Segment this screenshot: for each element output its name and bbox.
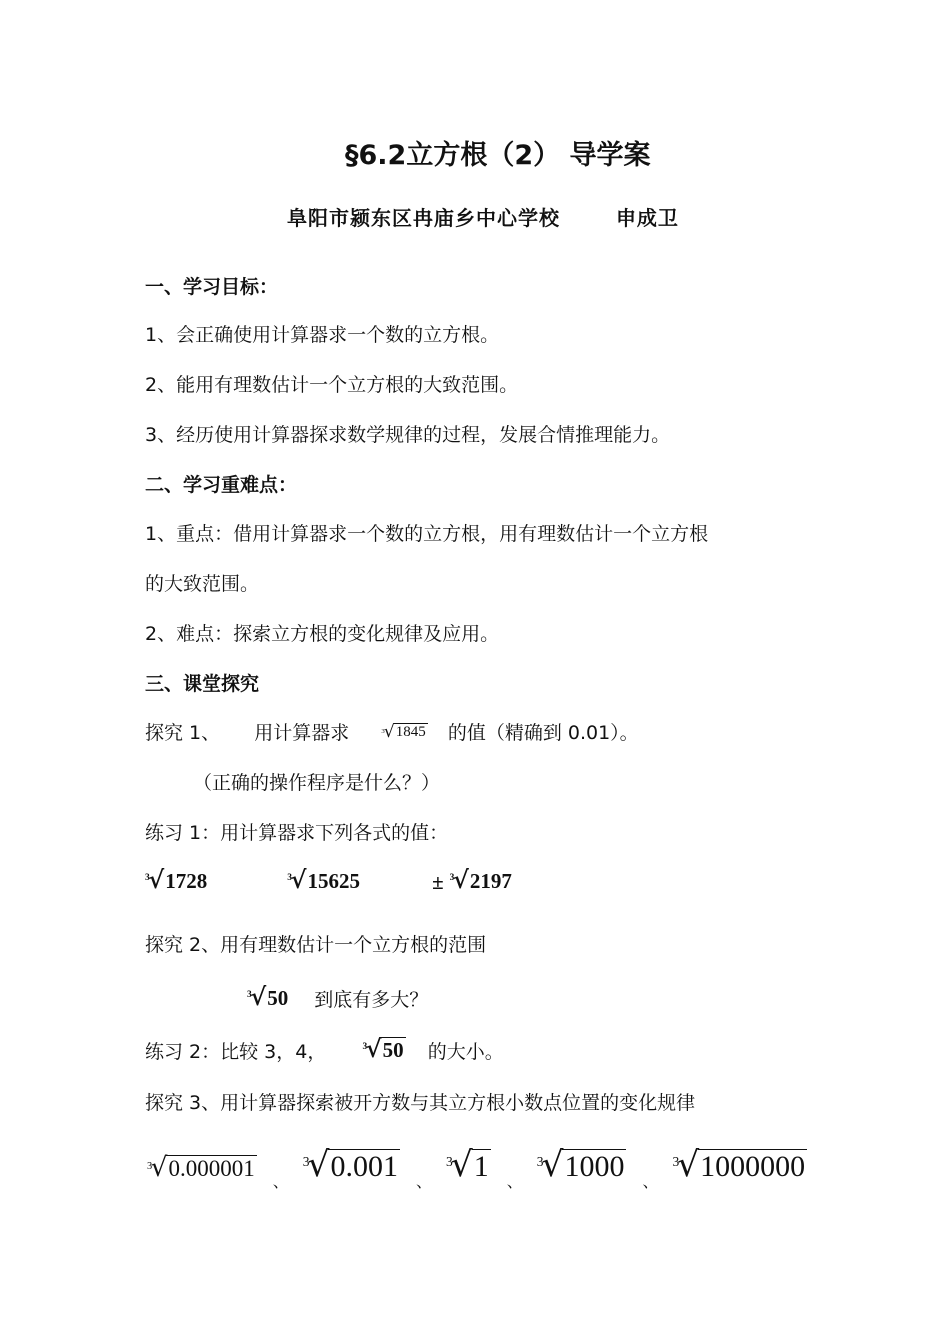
cube-root-1728: 3 √ 1728	[145, 865, 208, 894]
practice1-items	[145, 865, 514, 895]
cube-root-1845: 3 √ 1845	[381, 721, 426, 742]
explore3-items	[147, 1145, 807, 1191]
plus-minus-sign: ±	[432, 870, 444, 895]
page-title: §6.2立方根（2） 导学案	[345, 140, 651, 171]
practice2-prefix: 练习 2：比较 3，4，	[145, 1041, 327, 1064]
explore1-line	[145, 718, 639, 745]
practice1-text: 练习 1：用计算器求下列各式的值：	[145, 822, 449, 844]
explore1-text: 用计算器求	[254, 722, 350, 744]
explore1-suffix: 的值（精确到 0.01）。	[447, 722, 639, 744]
cube-root-50-compare: 3 √ 50	[362, 1034, 404, 1063]
explore1-prefix: 探究 1、	[145, 722, 221, 744]
key-heading: 二、学习重难点：	[145, 474, 298, 496]
separator: 、	[506, 1171, 523, 1191]
cube-root-0-000001: 3 √ 0.000001	[147, 1152, 255, 1184]
cube-root-2197: 3 √ 2197	[449, 865, 512, 894]
explore1-hint: （正确的操作程序是什么？）	[193, 772, 441, 794]
goal-item: 2、能用有理数估计一个立方根的大致范围。	[145, 374, 519, 396]
explore2-text: 探究 2、用有理数估计一个立方根的范围	[145, 934, 487, 956]
goal-item: 1、会正确使用计算器求一个数的立方根。	[145, 324, 500, 346]
goals-heading: 一、学习目标：	[145, 276, 279, 298]
practice2-line	[145, 1034, 504, 1064]
key-point-line1: 1、重点：借用计算器求一个数的立方根，用有理数估计一个立方根	[145, 523, 709, 545]
explore-heading: 三、课堂探究	[145, 673, 260, 695]
cube-root-0-001: 3 √ 0.001	[302, 1145, 398, 1185]
practice2-suffix: 的大小。	[427, 1041, 504, 1064]
separator: 、	[415, 1171, 432, 1191]
separator: 、	[642, 1171, 659, 1191]
separator: 、	[272, 1171, 289, 1191]
cube-root-50: 3 √ 50	[247, 982, 289, 1011]
author-name: 申成卫	[615, 206, 679, 230]
author-line	[287, 202, 679, 231]
cube-root-1000: 3 √ 1000	[536, 1145, 625, 1185]
goal-item: 3、经历使用计算器探求数学规律的过程，发展合情推理能力。	[145, 424, 671, 446]
cube-root-1: 3 √ 1	[445, 1145, 489, 1185]
cube-root-1000000: 3 √ 1000000	[672, 1145, 806, 1185]
cube-root-15625: 3 √ 15625	[287, 865, 360, 894]
explore3-text: 探究 3、用计算器探索被开方数与其立方根小数点位置的变化规律	[145, 1092, 696, 1114]
explore2-question: 到底有多大？	[314, 989, 429, 1012]
difficult-point: 2、难点：探索立方根的变化规律及应用。	[145, 623, 500, 645]
explore2-question-line	[247, 982, 429, 1012]
key-point-line2: 的大致范围。	[145, 573, 260, 595]
author-school: 阜阳市颍东区冉庙乡中心学校	[287, 206, 560, 230]
